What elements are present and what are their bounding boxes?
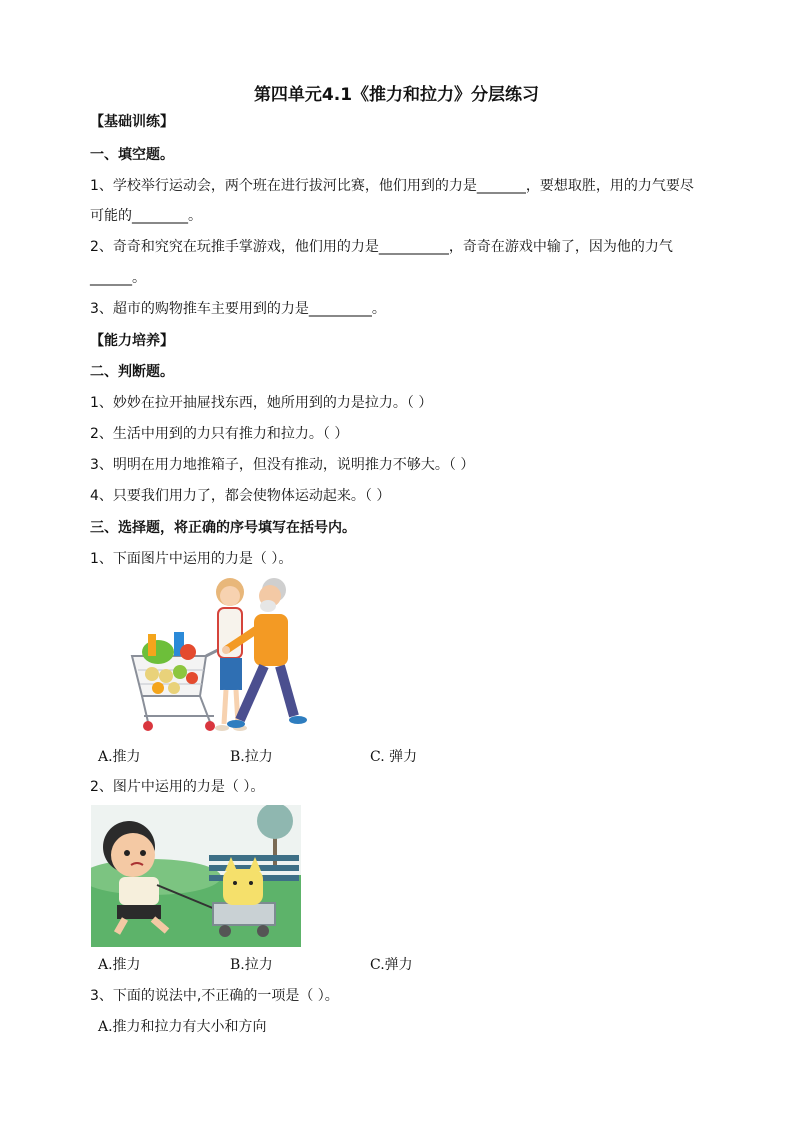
fill-question-3: 3、超市的购物推车主要用到的力是_________。	[90, 301, 386, 317]
choice-question-2: 2、图片中运用的力是（ ）。	[90, 779, 265, 795]
shopping-cart-icon	[132, 632, 226, 731]
judge-question-2: 2、生活中用到的力只有推力和拉力。（ ）	[90, 426, 349, 442]
judge-heading: 二、判断题。	[90, 364, 174, 380]
choice-q1-option-a: A.推力	[98, 749, 141, 765]
page-title: 第四单元4.1《推力和拉力》分层练习	[253, 85, 540, 105]
fill-question-1-line-2: 可能的________。	[90, 208, 202, 224]
section-basic-training: 【基础训练】	[90, 114, 174, 130]
judge-question-3: 3、明明在用力地推箱子，但没有推动，说明推力不够大。（ ）	[90, 457, 475, 473]
judge-question-1: 1、妙妙在拉开抽屉找东西，她所用到的力是拉力。（ ）	[90, 395, 433, 411]
fill-question-1-line-1: 1、学校举行运动会，两个班在进行拔河比赛，他们用到的力是_______，要想取胜，用的力气要尽	[90, 178, 694, 194]
section-ability-training: 【能力培养】	[90, 333, 174, 349]
choice-q1-option-c: C. 弹力	[370, 749, 418, 765]
choice-q2-option-a: A.推力	[98, 957, 141, 973]
choice-q1-option-b: B.拉力	[230, 749, 273, 765]
choice-heading: 三、选择题，将正确的序号填写在括号内。	[90, 520, 356, 536]
boy-pulling-wagon-illustration	[91, 805, 301, 947]
choice-q3-option-a: A.推力和拉力有大小和方向	[98, 1019, 267, 1035]
choice-q2-option-b: B.拉力	[230, 957, 273, 973]
choice-q2-option-c: C.弹力	[370, 957, 413, 973]
choice-question-3: 3、下面的说法中,不正确的一项是（ ）。	[90, 988, 339, 1004]
judge-question-4: 4、只要我们用力了，都会使物体运动起来。（ ）	[90, 488, 391, 504]
shopping-cart-couple-illustration	[128, 574, 308, 740]
fill-question-2-line-2: ______。	[90, 270, 146, 286]
fill-in-heading: 一、填空题。	[90, 147, 174, 163]
fill-question-2-line-1: 2、奇奇和究究在玩推手掌游戏，他们用的力是__________，奇奇在游戏中输了，因为他的力气	[90, 239, 673, 255]
choice-question-1: 1、下面图片中运用的力是（ ）。	[90, 551, 293, 567]
